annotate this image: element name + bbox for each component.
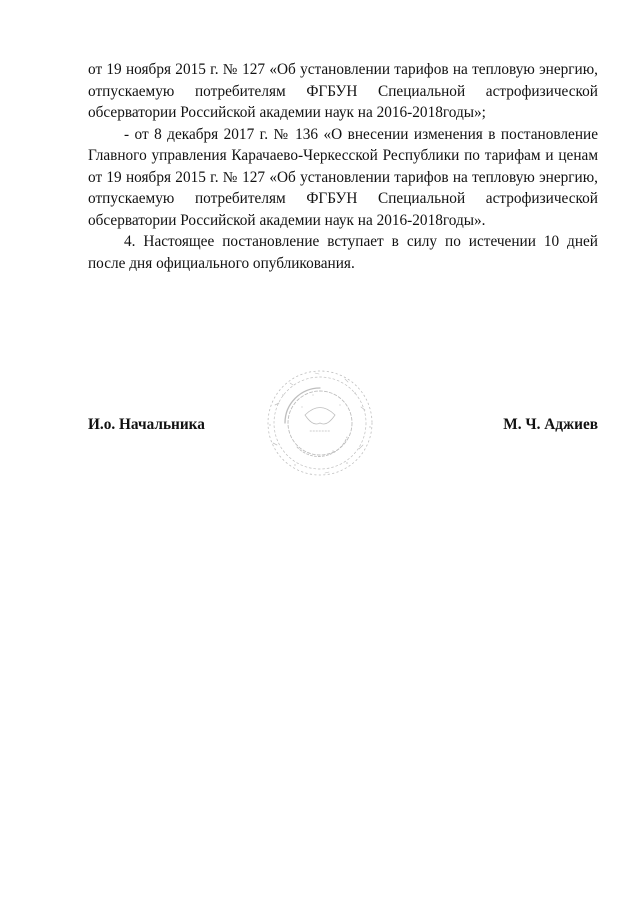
text-line: отпускаемую потребителям ФГБУН Специальной астрофизической <box>88 82 598 100</box>
text-line: - от 8 декабря 2017 г. № 136 «О внесении изменения в постановление <box>124 125 598 143</box>
signatory-name: М. Ч. Аджиев <box>503 416 598 433</box>
text-line: от 19 ноября 2015 г. № 127 «Об установлении тарифов на тепловую энергию, <box>88 61 598 78</box>
signatory-position: И.о. Начальника <box>88 416 205 433</box>
text-line: отпускаемую потребителям ФГБУН Специальной астрофизической <box>88 190 598 207</box>
text-line: обсерватории Российской академии наук на 2016-2018годы»; <box>88 104 486 121</box>
paragraph-tariff-reference <box>88 59 598 124</box>
paragraph-effective-date <box>88 231 598 274</box>
text-line: 4. Настоящее постановление вступает в силу по истечении 10 дней <box>124 233 598 250</box>
text-line: обсерватории Российской академии наук на 2016-2018годы». <box>88 211 486 229</box>
text-line: от 19 ноября 2015 г. № 127 «Об установлении тарифов на тепловую энергию, <box>88 168 598 186</box>
signature-block <box>88 416 598 440</box>
document-body <box>88 59 598 274</box>
text-line: Главного управления Карачаево-Черкесской Республики по тарифам и ценам <box>88 147 598 164</box>
paragraph-amendment-reference <box>88 124 598 232</box>
text-line: после дня официального опубликования. <box>88 254 355 272</box>
